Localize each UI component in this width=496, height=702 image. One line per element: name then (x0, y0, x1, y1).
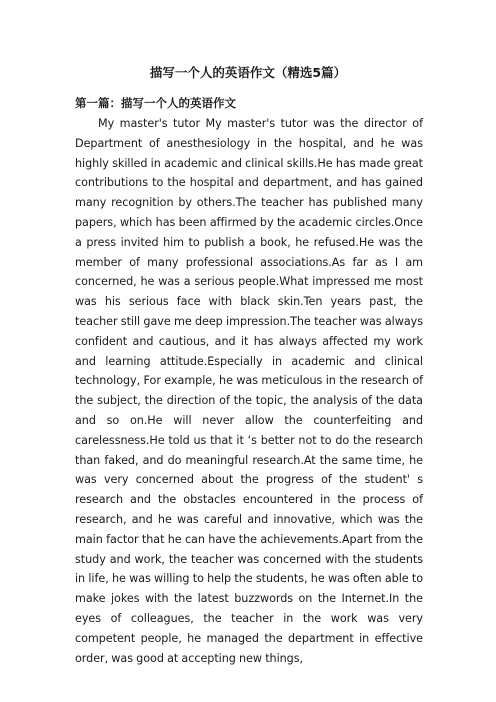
document-title: 描写一个人的英语作文（精选5篇） (149, 65, 347, 80)
body-paragraph: My master's tutor My master's tutor was the director of Department of anesthesiology in the hospital, and he was highly skilled in academic and clinical skills.He has made great contributions to the hospital and department, and has gained many recognition by others.The teacher has published many papers, which has been affirmed by the academic circles.Once a press invited him to publish a book, he refused.He was the member of many professional associations.As far as I am concerned, he was a serious people.What impressed me most was his serious face with black skin.Ten years past, the teacher still gave me deep impression.The teacher was always confident and cautious, and it has always affected my work and learning attitude.Especially in academic and clinical technology, For example, he was meticulous in the research of the subject, the direction of the topic, the analysis of the data and so on.He will never allow the counterfeiting and carelessness.He told us that it ‘s better not to do the research than faked, and do meaningful research.At the same time, he was very concerned about the progress of the student' s research and the obstacles encountered in the process of research, and he was careful and innovative, which was the main factor that he can have the achievements.Apart from the study and work, the teacher was concerned with the students in life, he was willing to help the students, he was often able to make jokes with the latest buzzwords on the Internet.In the eyes of colleagues, the teacher in the work was very competent people, he managed the department in effective order, was good at accepting new things, (75, 117, 423, 665)
section-heading: 第一篇：描写一个人的英语作文 (75, 96, 236, 110)
